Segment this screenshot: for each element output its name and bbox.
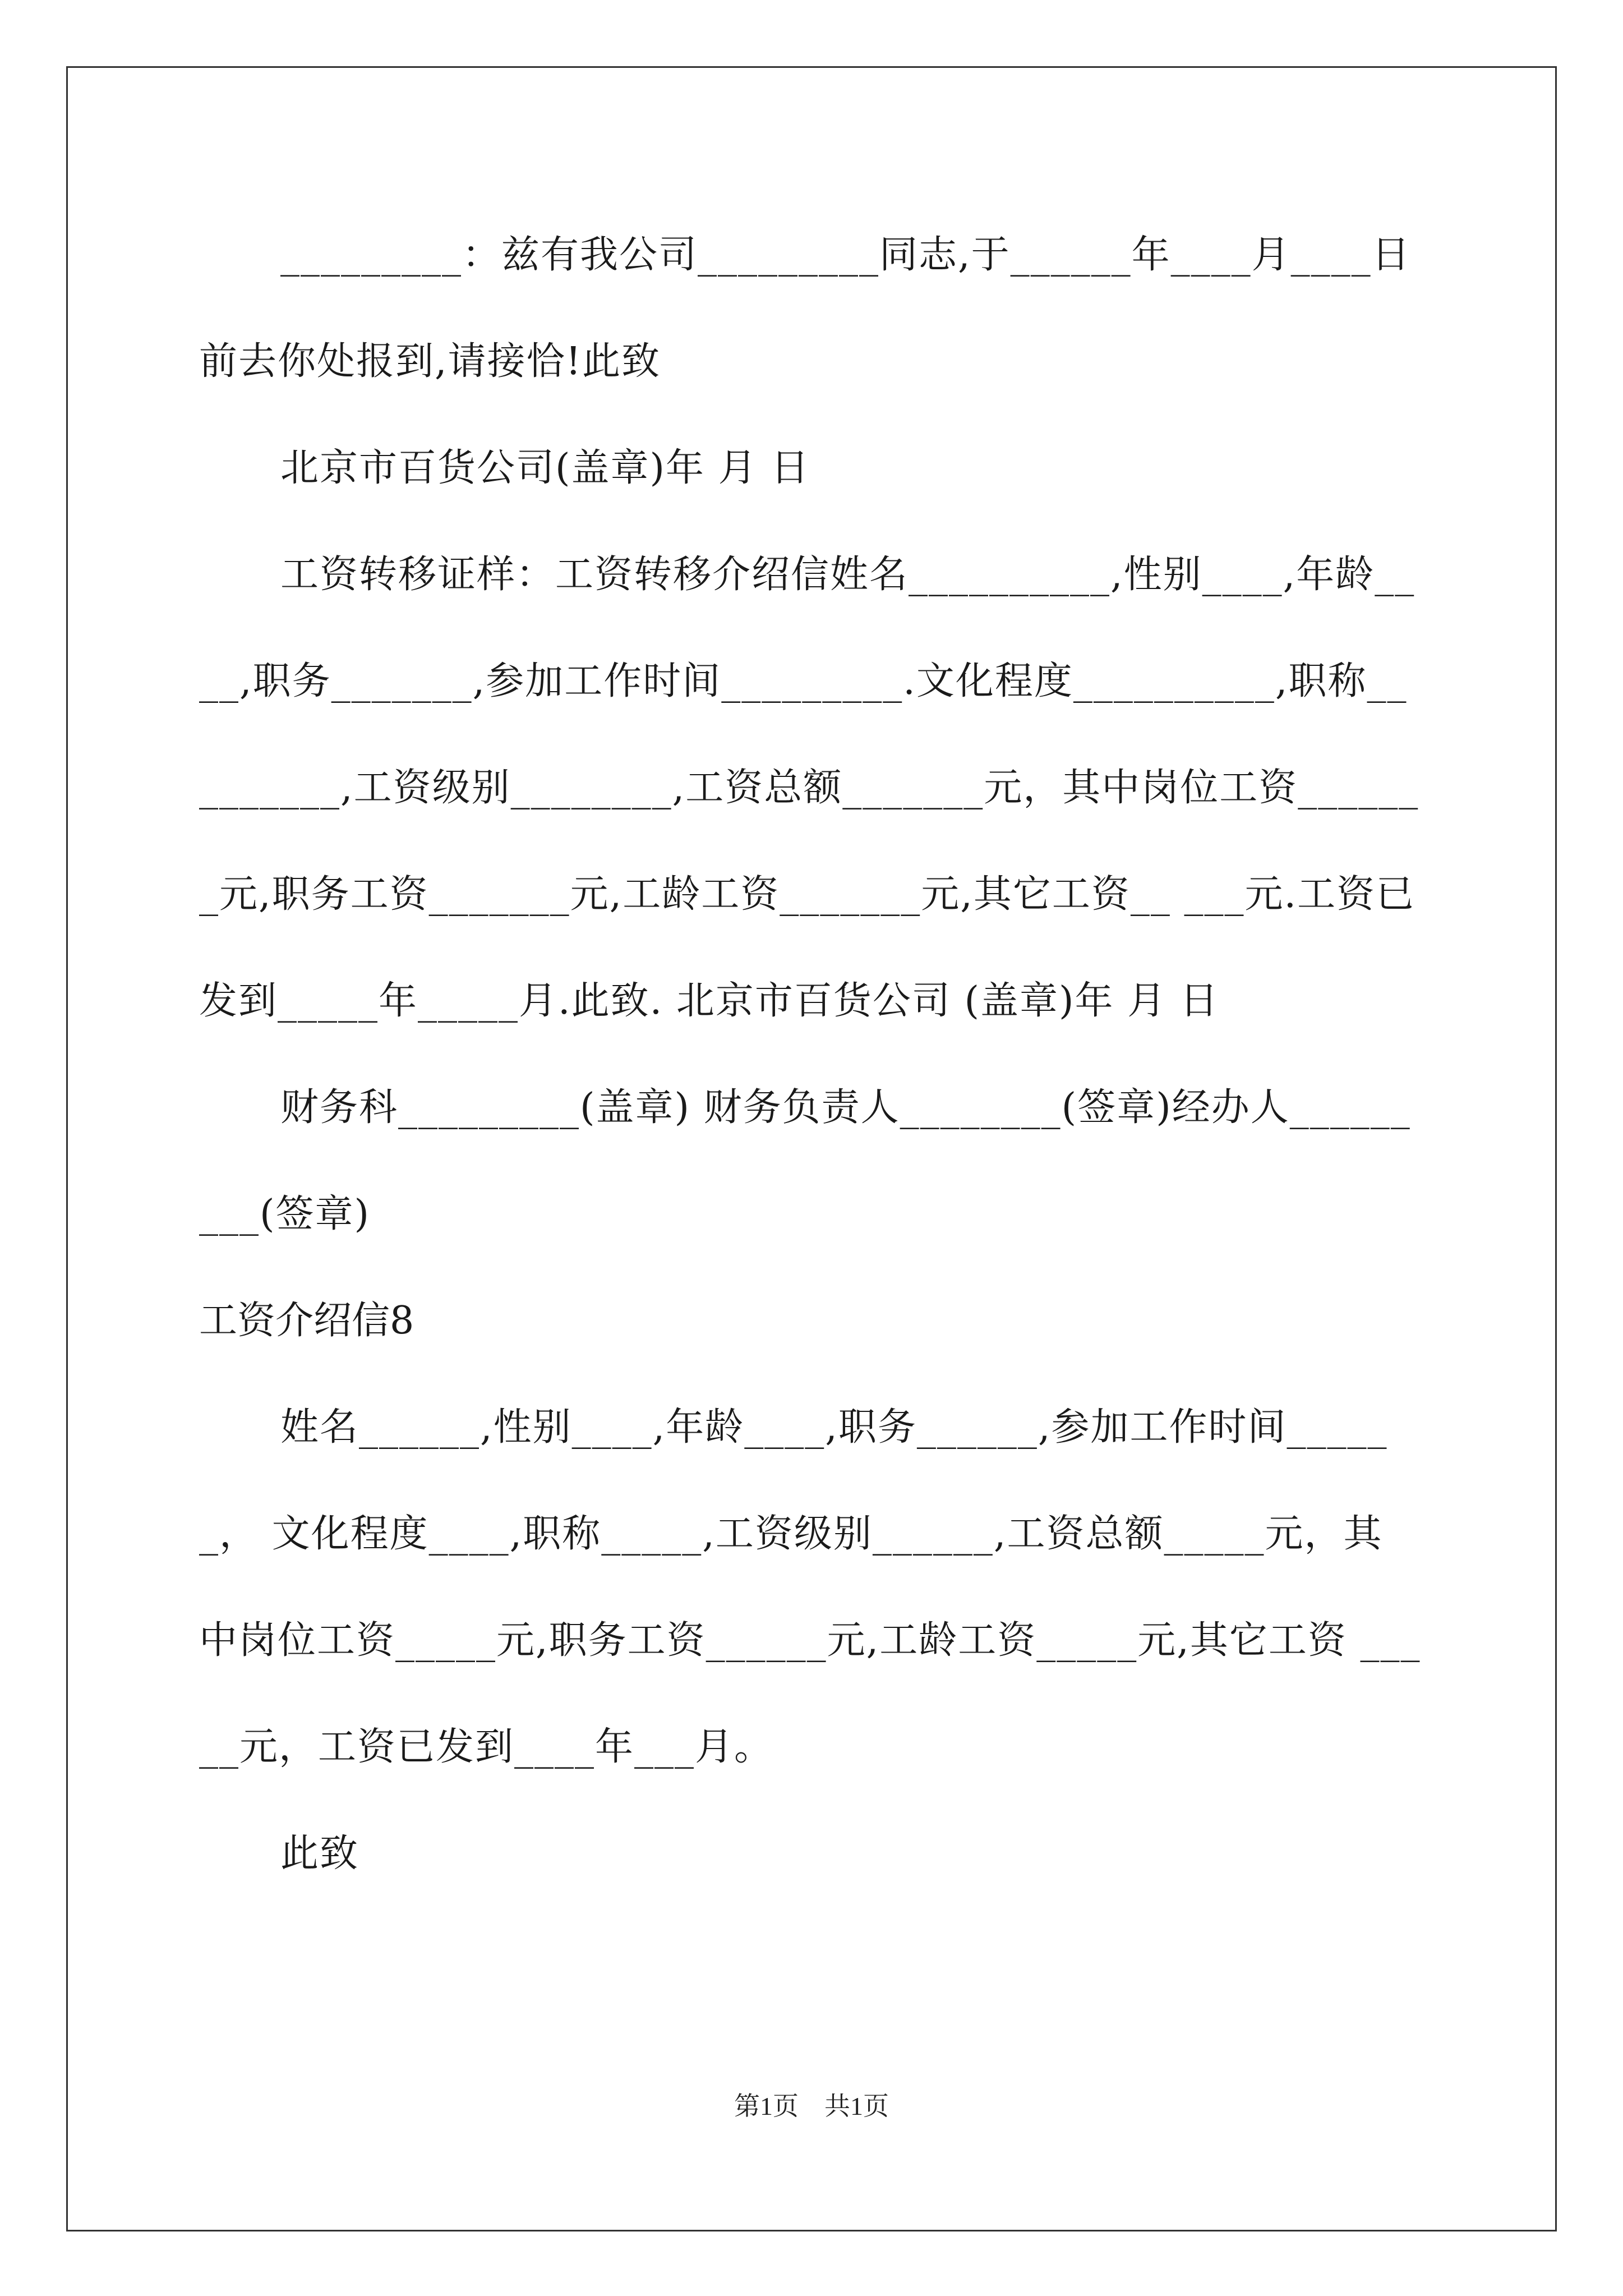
- paragraph-company-seal: 北京市百货公司(盖章)年 月 日: [280, 446, 810, 490]
- page-number-footer: 第1页 共1页: [734, 2092, 889, 2120]
- paragraph-salary-transfer: 工资转移证样：工资转移介绍信姓名__________,性别____,年龄____,职务_______,参加工作时间_________.文化程度__________,职称_________,工资级别________,工资总额_______元，其中岗位工资_______元,职务工资_______元,工龄工资_______元,其它工资__ ___元.工资已发到_____年_____月.此致. 北京市百货公司 (盖章)年 月 日: [199, 553, 1419, 1023]
- paragraph-salary-details: 姓名______,性别____,年龄____,职务______,参加工作时间______， 文化程度____,职称_____,工资级别______,工资总额_____元，其中岗位工资_____元,职务工资______元,工龄工资_____元,其它工资 _____元，工资已发到____年___月。: [199, 1405, 1421, 1769]
- paragraph-finance-signatures: 财务科_________(盖章) 财务负责人________(签章)经办人_________(签章): [199, 1085, 1411, 1236]
- paragraph-report-notice: _________：兹有我公司_________同志,于______年____月____日前去你处报到,请接恰!此致: [199, 233, 1411, 384]
- section-heading: 工资介绍信8: [199, 1299, 414, 1343]
- document-body: [199, 202, 1422, 1907]
- paragraph-closing: 此致: [280, 1832, 359, 1876]
